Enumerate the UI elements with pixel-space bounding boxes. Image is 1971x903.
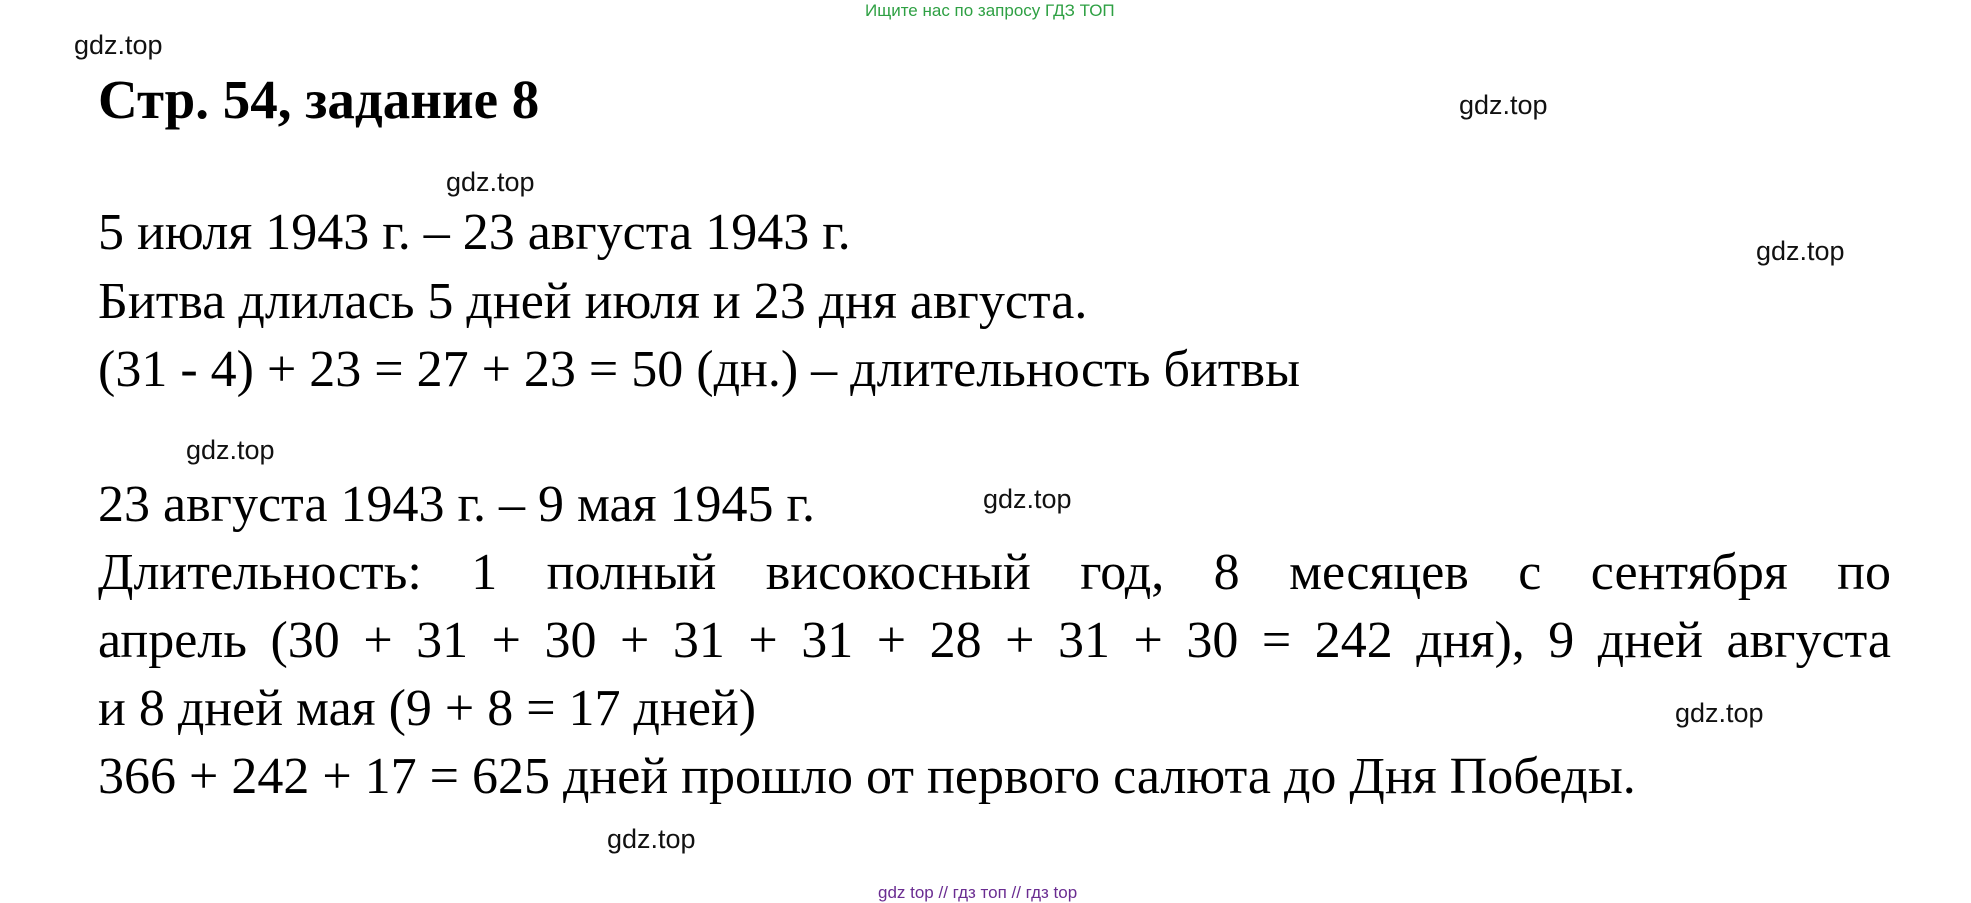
text-line: 366 + 242 + 17 = 625 дней прошло от первого салюта до Дня Победы. — [98, 748, 1636, 805]
text-line: Битва длилась 5 дней июля и 23 дня августа. — [98, 273, 1088, 330]
watermark: gdz.top — [446, 167, 535, 197]
watermark: gdz.top — [74, 30, 163, 60]
text-line: (31 - 4) + 23 = 27 + 23 = 50 (дн.) – длительность битвы — [98, 341, 1301, 398]
watermark: gdz.top — [1459, 90, 1548, 120]
watermark: gdz.top — [1756, 236, 1845, 266]
watermark: gdz.top — [983, 484, 1072, 514]
text-line: Длительность: 1 полный високосный год, 8 месяцев с сентября по — [98, 544, 1891, 601]
top-banner: Ищите нас по запросу ГДЗ ТОП — [865, 1, 1115, 20]
text-line: 23 августа 1943 г. – 9 мая 1945 г. — [98, 476, 815, 533]
watermark: gdz.top — [186, 435, 275, 465]
watermark: gdz.top — [607, 824, 696, 854]
text-line: апрель (30 + 31 + 30 + 31 + 31 + 28 + 31 + 30 = 242 дня), 9 дней августа — [98, 612, 1891, 669]
text-line: и 8 дней мая (9 + 8 = 17 дней) — [98, 680, 757, 737]
text-line: 5 июля 1943 г. – 23 августа 1943 г. — [98, 204, 851, 261]
footer-links: gdz top // гдз топ // гдз top — [878, 883, 1078, 902]
page-title: Стр. 54, задание 8 — [98, 69, 540, 130]
watermark: gdz.top — [1675, 698, 1764, 728]
